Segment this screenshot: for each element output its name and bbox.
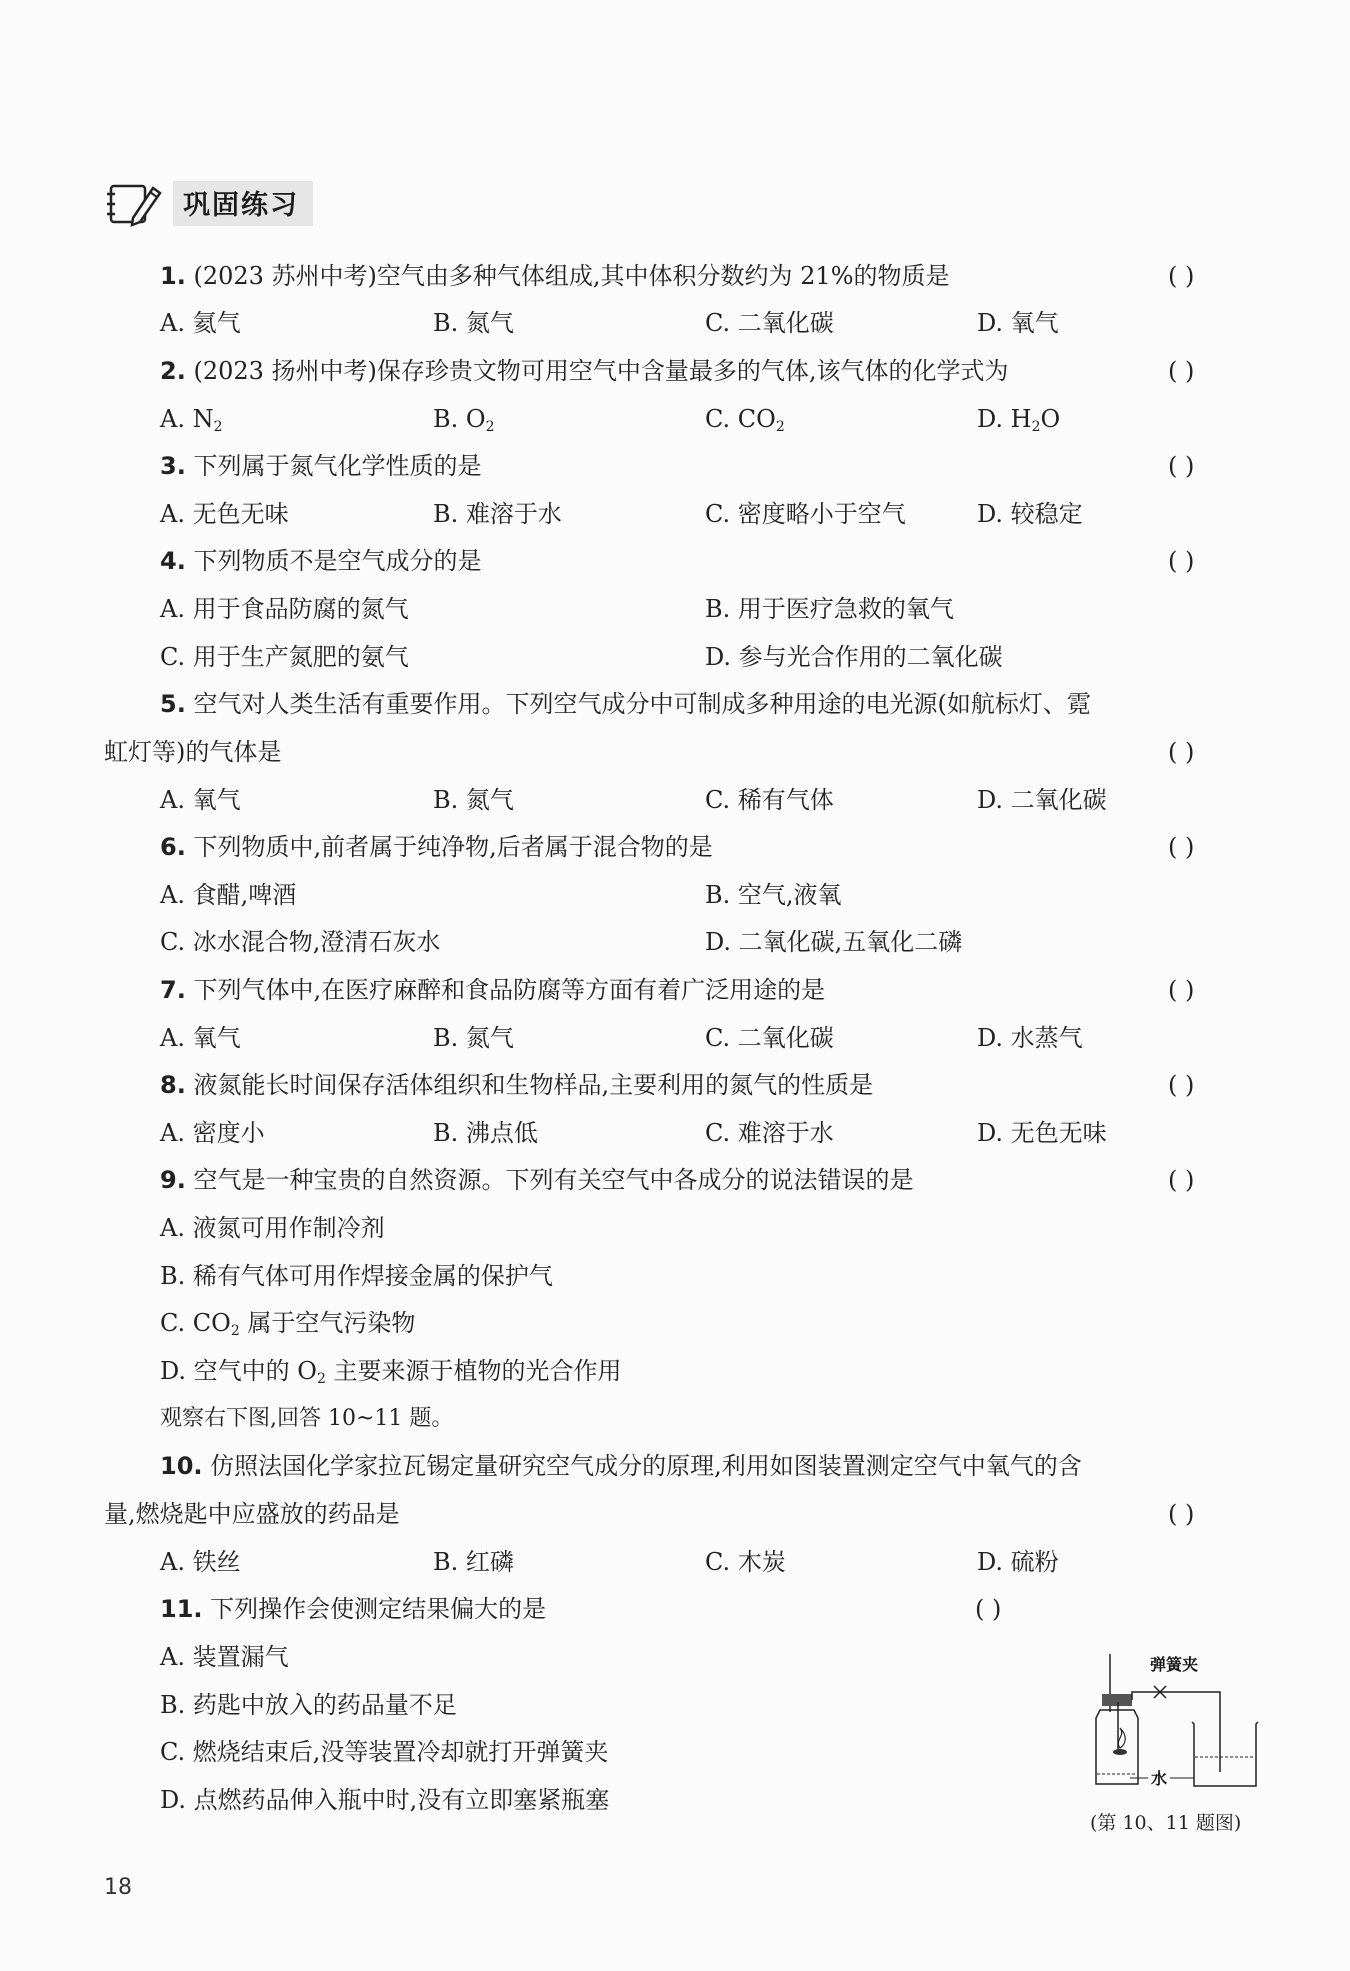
apparatus-figure [1090, 1652, 1270, 1802]
question-4-stem: 4. 下列物质不是空气成分的是 ( ) [0, 541, 1350, 581]
section-title: 巩固练习 [173, 181, 313, 226]
option-b: B. 用于医疗急救的氧气 [705, 595, 954, 623]
option-a: A. 氦气 [160, 309, 241, 337]
question-11-option-d: D. 点燃药品伸入瓶中时,没有立即塞紧瓶塞 [160, 1786, 610, 1814]
answer-bracket: ( ) [1168, 1166, 1195, 1194]
question-1-stem: 1. (2023 苏州中考)空气由多种气体组成,其中体积分数约为 21%的物质是 ( ) [0, 256, 1350, 296]
option-c: C. 用于生产氮肥的氨气 [160, 643, 409, 671]
observe-note: 观察右下图,回答 10~11 题。 [160, 1406, 454, 1431]
question-11-stem: 11. 下列操作会使测定结果偏大的是 ( ) [0, 1589, 1350, 1629]
answer-bracket: ( ) [1168, 452, 1195, 480]
question-1-options [0, 303, 1350, 343]
flame-icon [1118, 1728, 1125, 1748]
question-9-stem: 9. 空气是一种宝贵的自然资源。下列有关空气中各成分的说法错误的是 ( ) [0, 1160, 1350, 1200]
question-8-stem: 8. 液氮能长时间保存活体组织和生物样品,主要利用的氮气的性质是 ( ) [0, 1065, 1350, 1105]
question-11-option-c: C. 燃烧结束后,没等装置冷却就打开弹簧夹 [160, 1738, 609, 1766]
spoon-bowl [1113, 1749, 1127, 1755]
beaker [1192, 1722, 1258, 1786]
option-c: C. 冰水混合物,澄清石灰水 [160, 928, 441, 956]
question-11-option-b: B. 药匙中放入的药品量不足 [160, 1691, 457, 1719]
question-3-options [0, 494, 1350, 534]
figure-caption: (第 10、11 题图) [1090, 1812, 1242, 1834]
answer-bracket: ( ) [1168, 1071, 1195, 1099]
option-a: A. 食醋,啤酒 [160, 881, 297, 909]
option-a: A. 用于食品防腐的氮气 [160, 595, 409, 623]
option-a: A. $N_2$ [160, 405, 223, 435]
question-6-stem: 6. 下列物质中,前者属于纯净物,后者属于混合物的是 ( ) [0, 827, 1350, 867]
answer-bracket: ( ) [1168, 738, 1195, 766]
option-d: D. 水蒸气 [977, 1024, 1083, 1052]
question-10-stem: 10. 仿照法国化学家拉瓦锡定量研究空气成分的原理,利用如图装置测定空气中氧气的含 [160, 1452, 1082, 1480]
question-4-options-row1 [0, 589, 1350, 629]
question-5-options [0, 780, 1350, 820]
option-b: B. $O_2$ [433, 405, 495, 435]
option-c: C. $CO_2$ [705, 405, 785, 435]
question-8-options [0, 1113, 1350, 1153]
option-d: D. 较稳定 [977, 500, 1083, 528]
option-b: B. 难溶于水 [433, 500, 562, 528]
question-7-stem: 7. 下列气体中,在医疗麻醉和食品防腐等方面有着广泛用途的是 ( ) [0, 970, 1350, 1010]
option-b: B. 空气,液氧 [705, 881, 842, 909]
question-9-option-b: B. 稀有气体可用作焊接金属的保护气 [160, 1262, 553, 1290]
question-9-option-a: A. 液氮可用作制冷剂 [160, 1214, 385, 1242]
question-10-options [0, 1542, 1350, 1582]
tube [1132, 1692, 1220, 1772]
option-d: D. 参与光合作用的二氧化碳 [705, 643, 1003, 671]
question-4-options-row2 [0, 637, 1350, 677]
option-c: C. 木炭 [705, 1548, 786, 1576]
option-d: D. 无色无味 [977, 1119, 1107, 1147]
clamp-label: 弹簧夹 [1150, 1655, 1199, 1674]
option-b: B. 氮气 [433, 786, 514, 814]
notebook-pencil-icon [105, 178, 163, 228]
question-5-stem: 5. 空气对人类生活有重要作用。下列空气成分中可制成多种用途的电光源(如航标灯、霓 [160, 690, 1091, 718]
option-d: D. 硫粉 [977, 1548, 1059, 1576]
option-d: D. 氧气 [977, 309, 1059, 337]
option-c: C. 二氧化碳 [705, 309, 834, 337]
water-label: 水 [1151, 1769, 1168, 1788]
option-a: A. 密度小 [160, 1119, 265, 1147]
option-d: D. 二氧化碳,五氧化二磷 [705, 928, 963, 956]
answer-bracket: ( ) [1168, 262, 1195, 290]
option-a: A. 无色无味 [160, 500, 289, 528]
answer-bracket: ( ) [1168, 547, 1195, 575]
answer-bracket: ( ) [1168, 1500, 1195, 1528]
option-a: A. 氧气 [160, 786, 241, 814]
answer-bracket: ( ) [1168, 357, 1195, 385]
option-a: A. 氧气 [160, 1024, 241, 1052]
section-header [105, 178, 313, 228]
question-6-options-row2 [0, 922, 1350, 962]
answer-bracket: ( ) [1168, 833, 1195, 861]
stopper [1102, 1694, 1132, 1706]
answer-bracket: ( ) [975, 1595, 1002, 1623]
question-10-stem-cont: 量,燃烧匙中应盛放的药品是 ( ) [0, 1494, 1350, 1534]
option-d: D. $H_2O$ [977, 405, 1061, 435]
question-2-options [0, 399, 1350, 439]
question-11-option-a: A. 装置漏气 [160, 1643, 289, 1671]
page-number: 18 [104, 1875, 132, 1900]
question-9-option-c: C. $CO_2$ 属于空气污染物 [160, 1309, 416, 1339]
question-6-options-row1 [0, 875, 1350, 915]
answer-bracket: ( ) [1168, 976, 1195, 1004]
option-b: B. 红磷 [433, 1548, 514, 1576]
option-c: C. 密度略小于空气 [705, 500, 906, 528]
option-a: A. 铁丝 [160, 1548, 241, 1576]
question-7-options [0, 1018, 1350, 1058]
question-3-stem: 3. 下列属于氮气化学性质的是 ( ) [0, 446, 1350, 486]
option-c: C. 稀有气体 [705, 786, 834, 814]
option-b: B. 氮气 [433, 1024, 514, 1052]
option-c: C. 二氧化碳 [705, 1024, 834, 1052]
question-5-stem-cont: 虹灯等)的气体是 ( ) [0, 732, 1350, 772]
option-b: B. 沸点低 [433, 1119, 538, 1147]
question-2-stem: 2. (2023 扬州中考)保存珍贵文物可用空气中含量最多的气体,该气体的化学式为 ( ) [0, 351, 1350, 391]
option-b: B. 氮气 [433, 309, 514, 337]
option-d: D. 二氧化碳 [977, 786, 1107, 814]
option-c: C. 难溶于水 [705, 1119, 834, 1147]
question-9-option-d: D. 空气中的 $O_2$ 主要来源于植物的光合作用 [160, 1357, 622, 1387]
bottle [1096, 1710, 1138, 1784]
